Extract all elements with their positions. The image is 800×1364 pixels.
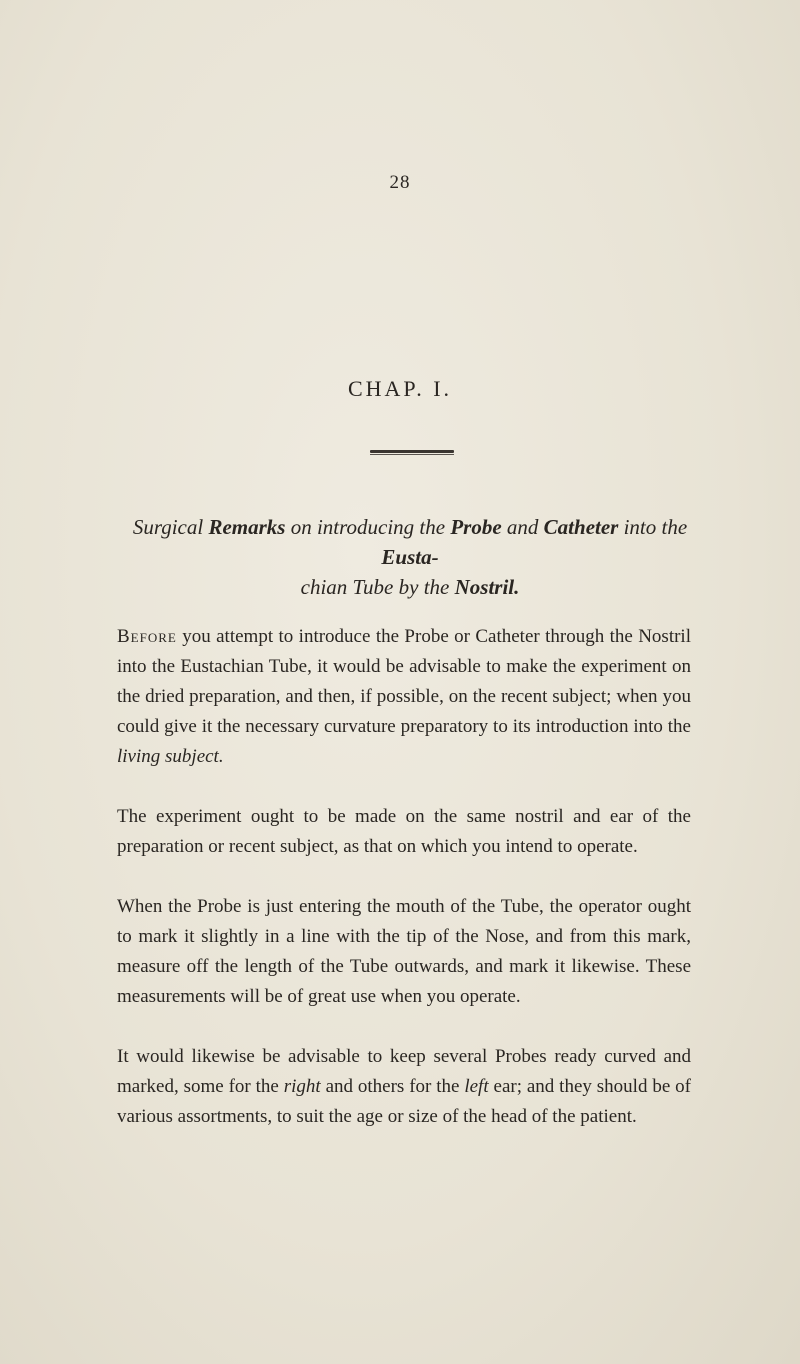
paragraph-lead: Before [117, 626, 177, 647]
subtitle-text-4: by the [393, 575, 455, 599]
subtitle-nostril: Nostril. [454, 575, 520, 599]
paragraph-4-right: right [283, 1076, 321, 1097]
paragraph-1-italic: living subject. [117, 746, 224, 767]
subtitle-text-3: into the [618, 515, 688, 539]
subtitle-probe: Probe [450, 515, 502, 539]
paragraph-2: The experiment ought to be made on the same nostril and ear of the preparation or recent subject, as that on which you intend to operate. [117, 806, 691, 857]
paragraph-4-text-b: and others for the [320, 1076, 465, 1097]
paragraph-4-left: left [464, 1076, 489, 1097]
paragraph-3: When the Probe is just entering the mouth of the Tube, the operator ought to mark it slightly in a line with the tip of the Nose, and from this mark, measure off the length of the Tube outwards, and mark it likewise. These measurements will be of great use when you operate. [117, 896, 691, 1007]
paragraph-4-text-a: It would likewise be advisable to keep several Probes ready curved and marked, some for the [117, 1046, 691, 1097]
body-text [117, 622, 691, 1162]
page-number: 28 [389, 172, 411, 193]
paragraph-4 [117, 1042, 691, 1132]
chapter-subtitle [120, 512, 700, 602]
subtitle-eusta: Eusta- [381, 545, 439, 569]
subtitle-text-1: on introducing the [285, 515, 451, 539]
subtitle-catheter: Catheter [543, 515, 619, 539]
subtitle-text-2: and [501, 515, 544, 539]
paragraph-4-text-c: ear; and they should be of various assortments, to suit the age or size of the head of the patient. [117, 1076, 691, 1127]
subtitle-chian-tube: chian Tube [300, 575, 394, 599]
paragraph-1 [117, 622, 691, 772]
chapter-heading: CHAP. I. [347, 376, 453, 401]
paragraph-1-text: you attempt to introduce the Probe or Catheter through the Nostril into the Eustachian Tube, it would be advisable to make the experiment on the dried preparation, and then, if possible, on the recent subject; when you could give it the necessary curvature preparatory to its introduction into the [117, 626, 691, 737]
subtitle-surgical: Surgical [132, 515, 204, 539]
subtitle-remarks: Remarks [208, 515, 286, 539]
decorative-rule [370, 450, 454, 453]
